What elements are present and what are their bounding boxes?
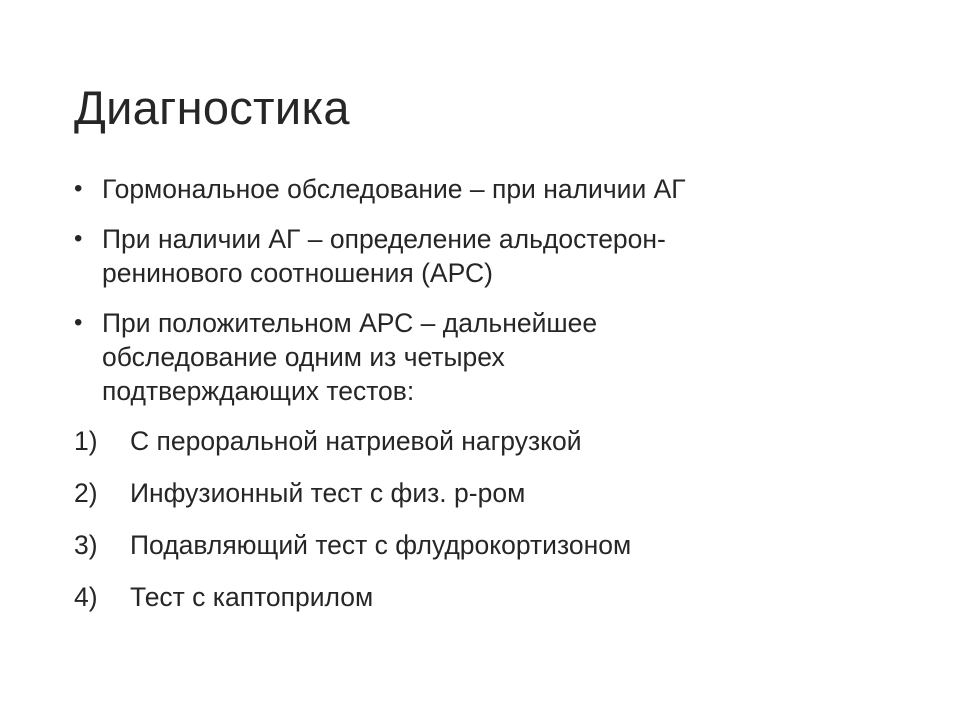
numbered-item <box>74 476 894 510</box>
bullet-line: Гормональное обследование – при наличии АГ <box>102 174 686 204</box>
bullet-item <box>74 222 894 290</box>
bullet-marker: • <box>74 225 83 252</box>
bullet-marker: • <box>74 309 83 336</box>
bullet-line: подтверждающих тестов: <box>102 376 415 406</box>
numbered-item <box>74 528 894 562</box>
bullet-line: При положительном АРС – дальнейшее <box>102 308 598 338</box>
numbered-item <box>74 424 894 458</box>
numbered-text: Инфузионный тест с физ. р-ром <box>130 478 526 508</box>
bullet-marker: • <box>74 175 83 202</box>
number-marker: 2) <box>74 478 98 508</box>
numbered-text: Подавляющий тест с флудрокортизоном <box>130 530 632 560</box>
numbered-item <box>74 580 894 614</box>
numbered-text: С пероральной натриевой нагрузкой <box>130 426 582 456</box>
bullet-line: обследование одним из четырех <box>102 342 505 372</box>
slide-content <box>74 172 894 632</box>
slide-title: Диагностика <box>74 81 350 134</box>
bullet-line: При наличии АГ – определение альдостерон- <box>102 224 666 254</box>
number-marker: 3) <box>74 530 98 560</box>
numbered-text: Тест с каптоприлом <box>130 582 374 612</box>
bullet-item <box>74 172 894 206</box>
number-marker: 1) <box>74 426 98 456</box>
bullet-line: ренинового соотношения (АРС) <box>102 258 493 288</box>
bullet-item <box>74 306 894 408</box>
number-marker: 4) <box>74 582 98 612</box>
